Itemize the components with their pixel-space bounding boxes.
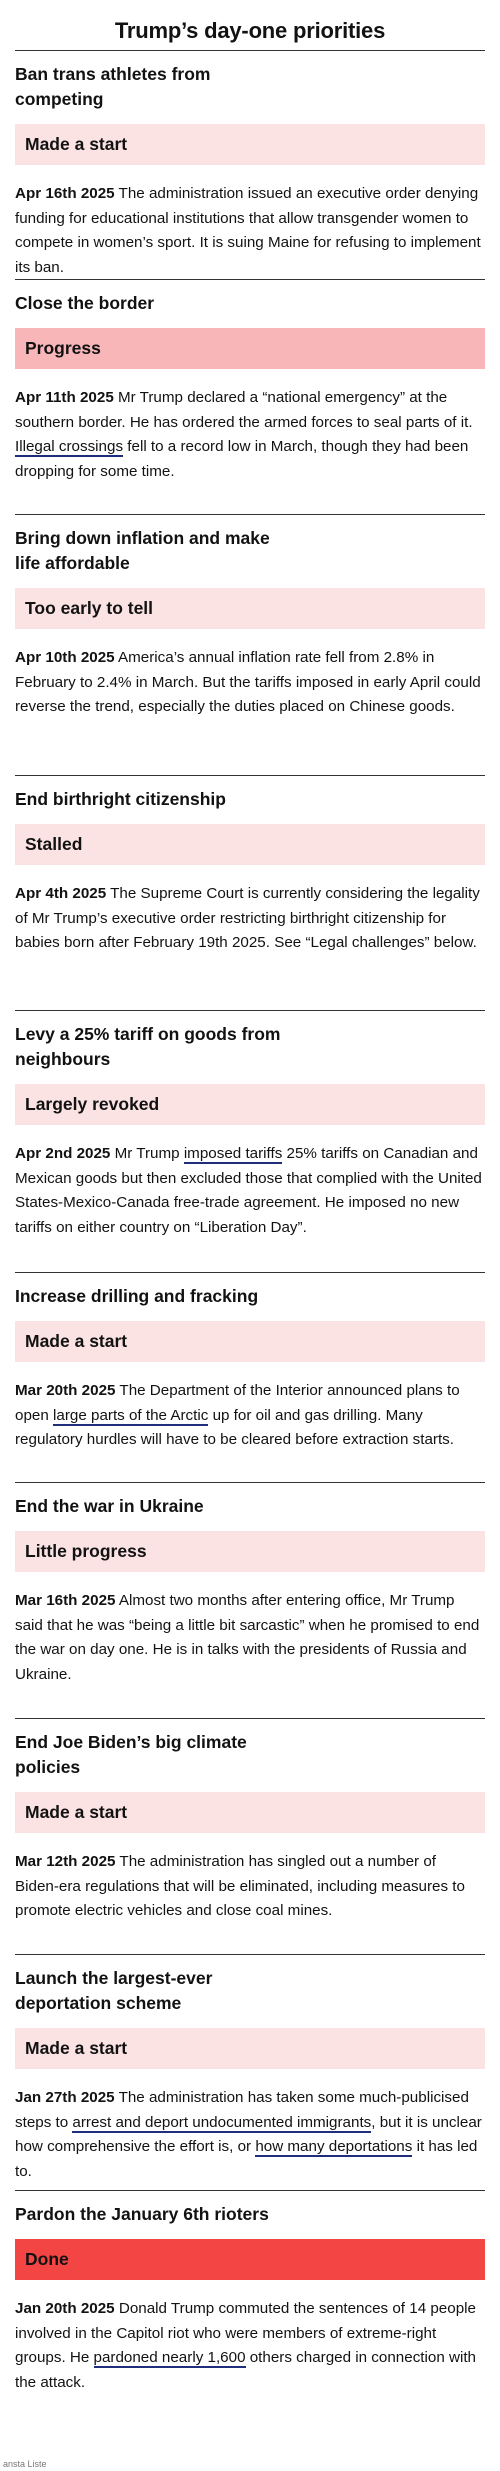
priority-description [15,882,485,956]
priority-title: Bring down inflation and make life affordable [15,528,270,573]
priority-description [15,182,485,280]
article-link[interactable]: large parts of the Arctic [53,1406,209,1424]
description-text: The administration issued an executive order denying funding for educational institutions that allow transgender women to compete in women’s sport. It is suing Maine for refusing to implement its ban. [15,185,481,276]
update-date: Jan 20th 2025 [15,2300,115,2317]
description-text: others charged in connection with the attack. [15,2349,476,2391]
article-link[interactable]: imposed tariffs [183,1145,283,1162]
priority-description [15,1850,485,1924]
article-link[interactable]: arrest and deport undocumented immigrants [72,2113,372,2131]
description-text: The Department of the Interior announced plans to open [15,1382,460,1424]
description-text: The Supreme Court is currently considering the legality of Mr Trump’s executive order restricting birthright citizenship for babies born after February 19th 2025. See “Legal challenges” below. [15,885,480,951]
description-text: Mr Trump [110,1145,184,1162]
article-link[interactable]: Illegal crossings [15,438,124,455]
priority-title: End birthright citizenship [15,789,226,809]
priority-description [15,386,485,484]
description-text: up for oil and gas drilling. Many regulatory hurdles will have to be cleared before extraction starts. [15,1406,454,1448]
update-date: Mar 12th 2025 [15,1853,116,1870]
status-badge: Too early to tell [15,588,485,629]
priority-item [15,279,485,514]
description-text: Almost two months after entering office, Mr Trump said that he was “being a little bit sarcastic” when he promised to end the war on day one. He is in talks with the presidents of Russia and Ukraine. [15,1592,480,1683]
description-text: Donald Trump commuted the sentences of 14 people involved in the Capitol riot who were members of extreme-right groups. He [15,2300,476,2366]
update-date: Apr 11th 2025 [15,389,114,406]
priority-title: End Joe Biden’s big climate policies [15,1732,247,1777]
update-date: Jan 27th 2025 [15,2089,115,2106]
priority-title: Pardon the January 6th rioters [15,2204,269,2224]
priority-item [15,1010,485,1272]
priority-title: Levy a 25% tariff on goods from neighbours [15,1024,281,1069]
description-text: America’s annual inflation rate fell from 2.8% in February to 2.4% in March. But the tariffs imposed in early April could reverse the trend, especially the duties placed on Chinese goods. [15,649,481,715]
priority-description [15,1142,485,1240]
priority-item [15,1718,485,1954]
priority-item [15,1954,485,2190]
update-date: Mar 16th 2025 [15,1592,116,1609]
priority-title: End the war in Ukraine [15,1496,204,1516]
description-text: it has led to. [15,2138,478,2180]
page-title: Trump’s day-one priorities [114,18,386,43]
priority-item [15,50,485,279]
update-date: Mar 20th 2025 [15,1382,116,1399]
priority-title: Increase drilling and fracking [15,1286,259,1306]
status-badge: Made a start [15,1792,485,1833]
priority-title: Ban trans athletes from competing [15,64,211,109]
description-text: , but it is unclear how comprehensive the effort is, or [15,2113,482,2155]
article-link[interactable]: how many deportations [255,2138,413,2155]
description-text: fell to a record low in March, though they had been dropping for some time. [15,438,469,480]
update-date: Apr 2nd 2025 [15,1145,111,1162]
status-badge: Stalled [15,824,485,865]
status-badge: Progress [15,328,485,369]
priority-item [15,514,485,775]
priority-item [15,1272,485,1482]
credit-text: ansta Liste [3,2459,47,2469]
priority-description [15,1379,485,1453]
priority-description [15,2297,485,2395]
description-text: Mr Trump declared a “national emergency” at the southern border. He has ordered the armed forces to seal parts of it. [15,389,473,431]
priority-description [15,2086,485,2184]
status-badge: Made a start [15,124,485,165]
update-date: Apr 10th 2025 [15,649,115,666]
priority-title: Launch the largest-ever deportation scheme [15,1968,213,2013]
update-date: Apr 4th 2025 [15,885,107,902]
priority-description [15,646,485,720]
priority-item [15,1482,485,1718]
priority-description [15,1589,485,1687]
description-text: 25% tariffs on Canadian and Mexican goods but then excluded those that complied with the United States-Mexico-Canada free-trade agreement. He imposed no new tariffs on either country on “Liberation Day”. [15,1145,482,1236]
status-badge: Largely revoked [15,1084,485,1125]
description-text: The administration has singled out a number of Biden-era regulations that will be eliminated, including measures to promote electric vehicles and close coal mines. [15,1853,465,1919]
priority-title: Close the border [15,293,155,313]
update-date: Apr 16th 2025 [15,185,115,202]
status-badge: Made a start [15,1321,485,1362]
status-badge: Little progress [15,1531,485,1572]
status-badge: Done [15,2239,485,2280]
priority-item [15,2190,485,2450]
status-badge: Made a start [15,2028,485,2069]
description-text: The administration has taken some much-publicised steps to [15,2089,469,2131]
priority-item [15,775,485,1010]
article-link[interactable]: pardoned nearly 1,600 [93,2349,246,2366]
